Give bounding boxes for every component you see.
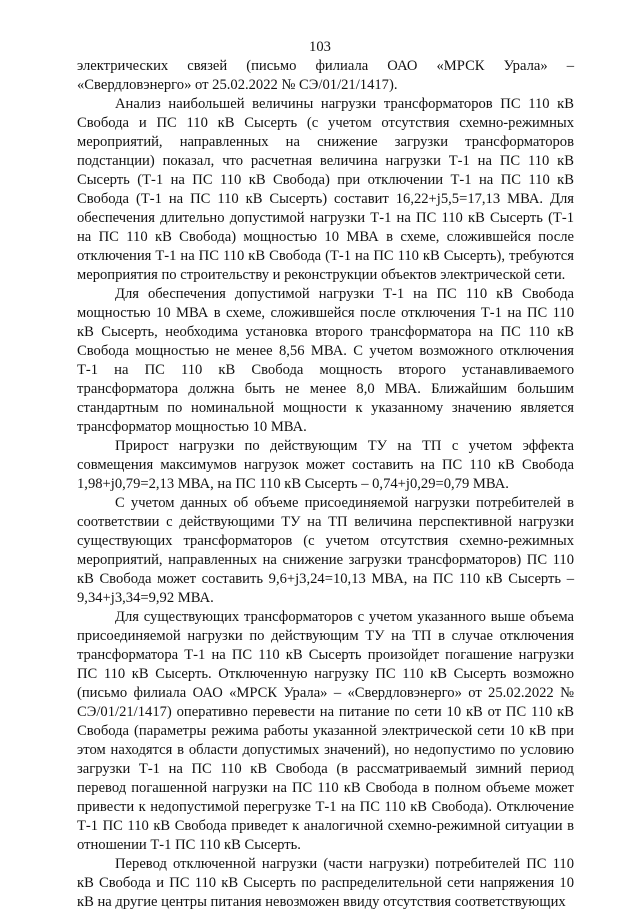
page-number: 103 xyxy=(309,39,331,55)
paragraph-load-growth: Прирост нагрузки по действующим ТУ на ТП с учетом эффекта совмещения максимумов нагрузок может составить на ПС 110 кВ Свобода 1,98+j0,79=2,13 МВА, на ПС 110 кВ Сысерть – 0,74+j0,29=0,79 МВА. xyxy=(77,438,574,492)
paragraph-load-analysis: Анализ наибольшей величины нагрузки трансформаторов ПС 110 кВ Свобода и ПС 110 кВ Сысерть (с учетом отсутствия схемно-режимных мероприятий, направленных на снижение загрузки трансформаторов подстанции) показал, что расчетная величина нагрузки Т-1 на ПС 110 кВ Сысерть (Т-1 на ПС 110 кВ Свобода) при отключении Т-1 на ПС 110 кВ Свобода (Т-1 на ПС 110 кВ Сысерть) составит 16,22+j5,5=17,13 МВА. Для обеспечения длительно допустимой нагрузки Т-1 на ПС 110 кВ Сысерть (Т-1 на ПС 110 кВ Свобода) мощностью 10 МВА в схеме, сложившейся после отключения Т-1 на ПС 110 кВ Свобода (Т-1 на ПС 110 кВ Сысерть), требуются мероприятия по строительству и реконструкции объектов электрической сети. xyxy=(77,96,574,283)
paragraph-continuation: электрических связей (письмо филиала ОАО «МРСК Урала» – «Свердловэнерго» от 25.02.2022 № СЭ/01/21/1417). xyxy=(77,58,574,93)
paragraph-outage-scenario: Для существующих трансформаторов с учетом указанного выше объема присоединяемой нагрузки по действующим ТУ на ТП в случае отключения трансформатора Т-1 на ПС 110 кВ Сысерть произойдет погашение нагрузки ПС 110 кВ Сысерть. Отключенную нагрузку ПС 110 кВ Сысерть возможно (письмо филиала ОАО «МРСК Урала» – «Свердловэнерго» от 25.02.2022 № СЭ/01/21/1417) оперативно перевести на питание по сети 10 кВ от ПС 110 кВ Свобода (параметры режима работы указанной электрической сети 10 кВ при этом находятся в области допустимых значений), но недопустимо по условию загрузки Т-1 на ПС 110 кВ Свобода (в рассматриваемый зимний период перевод погашенной нагрузки на ПС 110 кВ Свобода в полном объеме может привести к недопустимой перегрузке Т-1 на ПС 110 кВ Свобода). Отключение Т-1 ПС 110 кВ Свобода приведет к аналогичной схемно-режимной ситуации в отношении Т-1 ПС 110 кВ Сысерть. xyxy=(77,609,574,853)
document-body xyxy=(77,57,574,912)
paragraph-second-transformer: Для обеспечения допустимой нагрузки Т-1 на ПС 110 кВ Свобода мощностью 10 МВА в схеме, сложившейся после отключения Т-1 на ПС 110 кВ Сысерть, необходима установка второго трансформатора на ПС 110 кВ Свобода мощностью не менее 8,56 МВА. С учетом возможного отключения Т-1 на ПС 110 кВ Свобода мощность второго устанавливаемого трансформатора должна быть не менее 8,0 МВА. Ближайшим большим стандартным по номинальной мощности к указанному значению является трансформатор мощностью 10 МВА. xyxy=(77,286,574,435)
paragraph-load-transfer: Перевод отключенной нагрузки (части нагрузки) потребителей ПС 110 кВ Свобода и ПС 110 кВ Сысерть по распределительной сети напряжения 10 кВ на другие центры питания невозможен ввиду отсутствия соответствующих xyxy=(77,856,574,910)
paragraph-prospective-load: С учетом данных об объеме присоединяемой нагрузки потребителей в соответствии с действующими ТУ на ТП величина перспективной нагрузки существующих трансформаторов (с учетом отсутствия схемно-режимных мероприятий, направленных на снижение загрузки трансформаторов) ПС 110 кВ Свобода может составить 9,6+j3,24=10,13 МВА, на ПС 110 кВ Сысерть – 9,34+j3,34=9,92 МВА. xyxy=(77,495,574,606)
